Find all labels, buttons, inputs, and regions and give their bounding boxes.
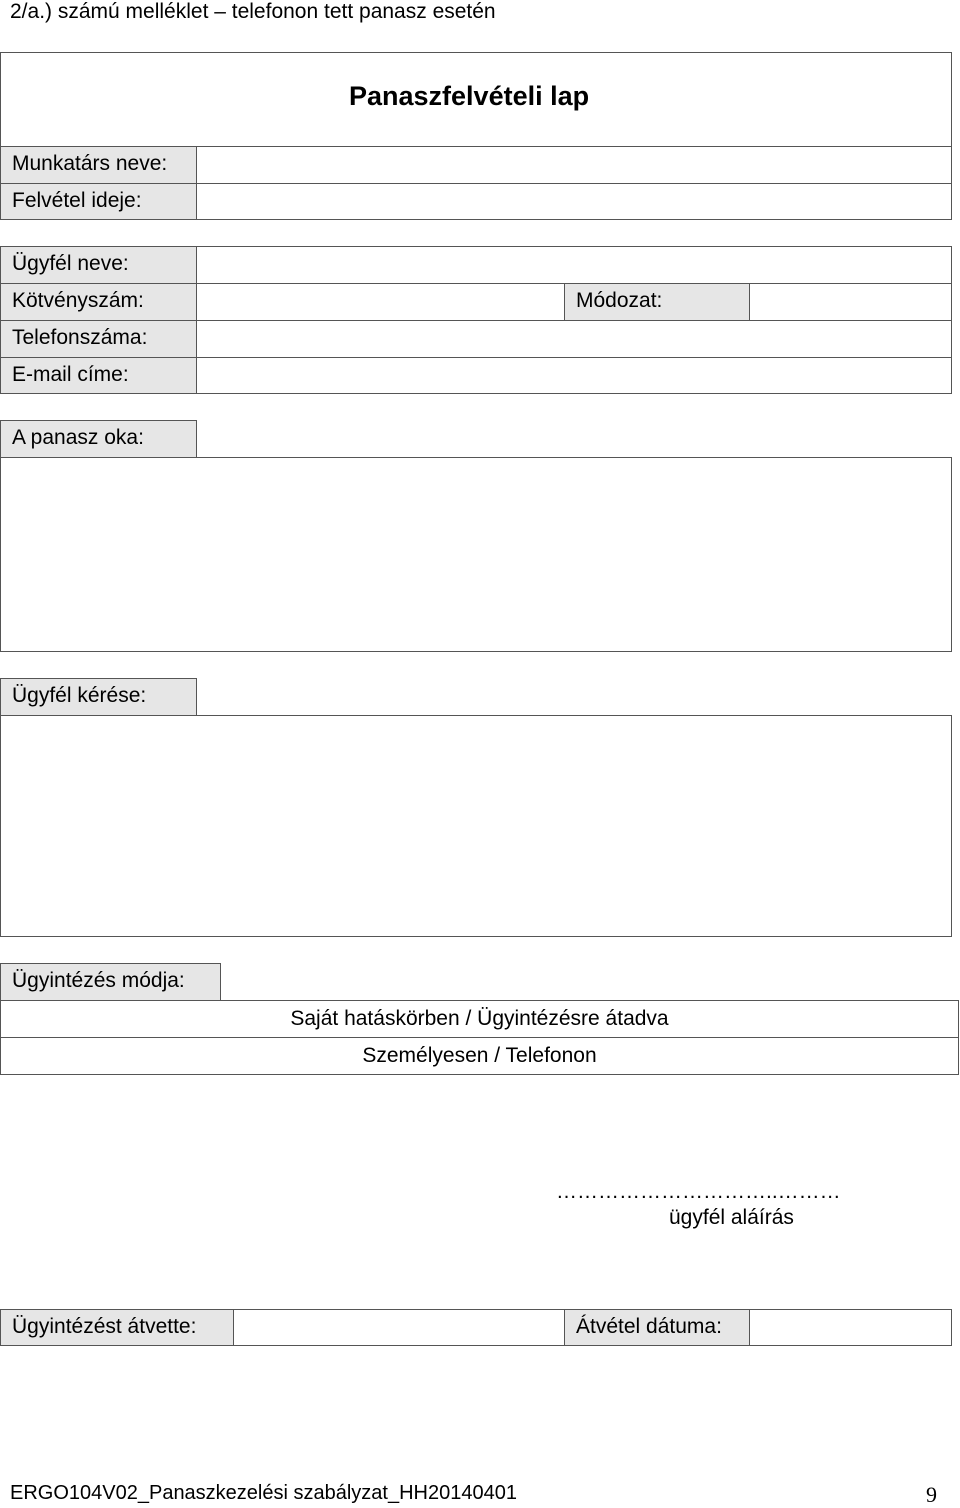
takeover-date-label: Átvétel dátuma: <box>564 1309 750 1346</box>
email-field[interactable] <box>196 357 952 394</box>
annex-title: 2/a.) számú melléklet – telefonon tett panasz esetén <box>10 0 496 23</box>
signature-label: ügyfél aláírás <box>669 1206 794 1229</box>
client-name-label: Ügyfél neve: <box>0 246 197 284</box>
staff-name-label: Munkatárs neve: <box>0 146 197 184</box>
client-name-field[interactable] <box>196 246 952 284</box>
phone-label: Telefonszáma: <box>0 320 197 358</box>
product-field[interactable] <box>749 283 952 321</box>
handling-option-scope[interactable] <box>0 1000 959 1038</box>
record-time-label: Felvétel ideje: <box>0 183 197 220</box>
footer-document-id: ERGO104V02_Panaszkezelési szabályzat_HH20140401 <box>10 1482 517 1504</box>
takeover-date-field[interactable] <box>749 1309 952 1346</box>
taken-by-label: Ügyintézést átvette: <box>0 1309 234 1346</box>
staff-name-field[interactable] <box>196 146 952 184</box>
complaint-reason-label: A panasz oka: <box>0 420 197 458</box>
handling-option-channel[interactable] <box>0 1037 959 1075</box>
form-title-box <box>0 52 952 147</box>
handling-option-scope-text: Saját hatáskörben / Ügyintézésre átadva <box>290 1007 669 1030</box>
complaint-reason-field[interactable] <box>0 457 952 652</box>
email-label: E-mail címe: <box>0 357 197 394</box>
form-title: Panaszfelvételi lap <box>349 81 590 111</box>
footer-page-number: 9 <box>926 1482 937 1507</box>
taken-by-field[interactable] <box>233 1309 565 1346</box>
client-request-label: Ügyfél kérése: <box>0 678 197 716</box>
product-label: Módozat: <box>564 283 750 321</box>
record-time-field[interactable] <box>196 183 952 220</box>
policy-number-label: Kötvényszám: <box>0 283 197 321</box>
handling-label: Ügyintézés módja: <box>0 963 221 1001</box>
client-request-field[interactable] <box>0 715 952 937</box>
handling-option-channel-text: Személyesen / Telefonon <box>362 1044 597 1067</box>
policy-number-field[interactable] <box>196 283 565 321</box>
signature-line: …………………………..……… <box>556 1180 841 1203</box>
phone-field[interactable] <box>196 320 952 358</box>
